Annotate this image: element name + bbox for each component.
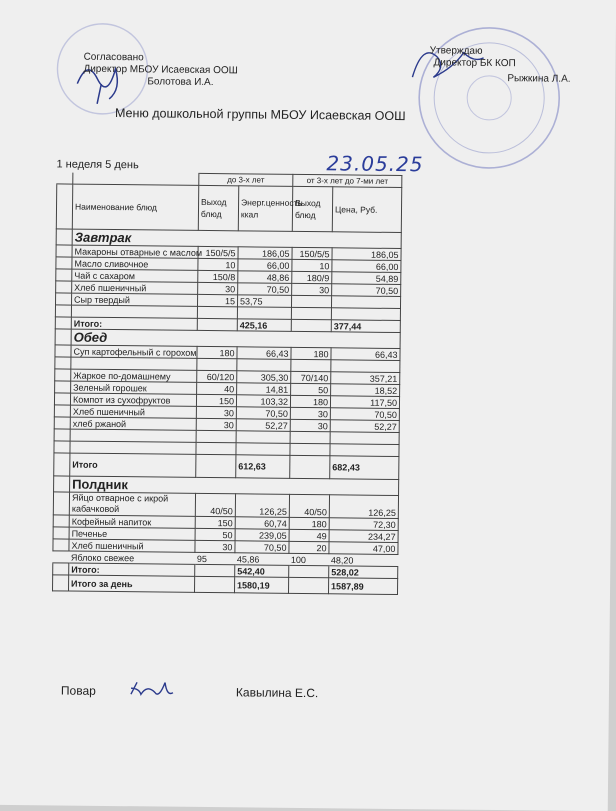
table-row: хлеб ржаной 30 52,27 30 52,27 [54,417,399,433]
lunch-total-row: Итого 612,63 682,43 [54,453,399,480]
section-lunch: Обед [71,329,400,348]
approved-position: Директор БК КОП [433,57,516,70]
table-row: Жаркое по-домашнему 60/120 305,30 70/140 357,21 [55,369,400,385]
menu-table [52,171,402,595]
table-row: Суп картофельный с горохом 180 66,43 180 66,43 [55,345,400,361]
table-row: Хлеб пшеничный 30 70,50 20 47,00 [53,539,398,555]
table-row: Чай с сахаром 150/8 48,86 180/9 54,89 [56,269,401,285]
table-row: Кофейный напиток 150 60,74 180 72,30 [53,515,398,531]
table-row: Масло сливочное 10 66,00 10 66,00 [56,257,401,273]
table-row: Сыр твердый 15 53,75 [56,293,401,309]
cook-label: Повар [60,683,96,698]
week-day-label: 1 неделя 5 день [56,158,139,172]
col-energy: Энерг.ценность ккал [238,186,292,232]
cook-name: Кавылина Е.С. [235,685,319,701]
table-row: Хлеб пшеничный 30 70,50 30 70,50 [54,405,399,421]
agreed-label: Согласовано [83,51,144,64]
age-group-1: до 3-х лет [199,173,293,186]
table-row: Яйцо отварное с икрой кабачковой 40/50 126,25 40/50 126,25 [53,492,398,519]
approved-name: Рыжкина Л.А. [507,73,571,85]
cook-signature [126,674,186,705]
day-total-row: Итого за день 1580,19 1587,89 [53,575,398,595]
table-row: Яблоко свежее 95 45,86 100 48,20 [53,551,398,567]
table-row: Компот из сухофруктов 150 103,32 180 117,50 [54,393,399,409]
page-title: Меню дошкольной группы МБОУ Исаевская ООШ [114,106,406,124]
table-row: Макароны отварные с маслом 150/5/5 186,05 150/5/5 186,05 [56,245,401,261]
agreed-position: Директор МБОУ Исаевская ООШ [83,63,238,77]
agreed-name: Болотова И.А. [147,76,214,89]
handwritten-date: 23.05.25 [326,151,424,177]
approved-label: Утверждаю [429,45,483,57]
col-yield-2: Выход блюд [292,186,332,231]
breakfast-total-row: Итого: 425,16 377,44 [55,317,400,333]
table-row: Зеленый горошек 40 14,81 50 18,52 [55,381,400,397]
snack-total-row: Итого: 542,40 528,02 [53,563,398,579]
section-snack: Полдник [70,476,399,495]
col-yield-1: Выход блюд [198,185,238,230]
age-group-2: от 3-х лет до 7-ми лет [293,174,402,187]
section-breakfast: Завтрак [72,229,401,248]
table-row: Печенье 50 239,05 49 234,27 [53,527,398,543]
col-price: Цена, Руб. [332,187,401,233]
table-row: Хлеб пшеничный 30 70,50 30 70,50 [56,281,401,297]
col-dish-name: Наименование блюд [72,184,198,230]
